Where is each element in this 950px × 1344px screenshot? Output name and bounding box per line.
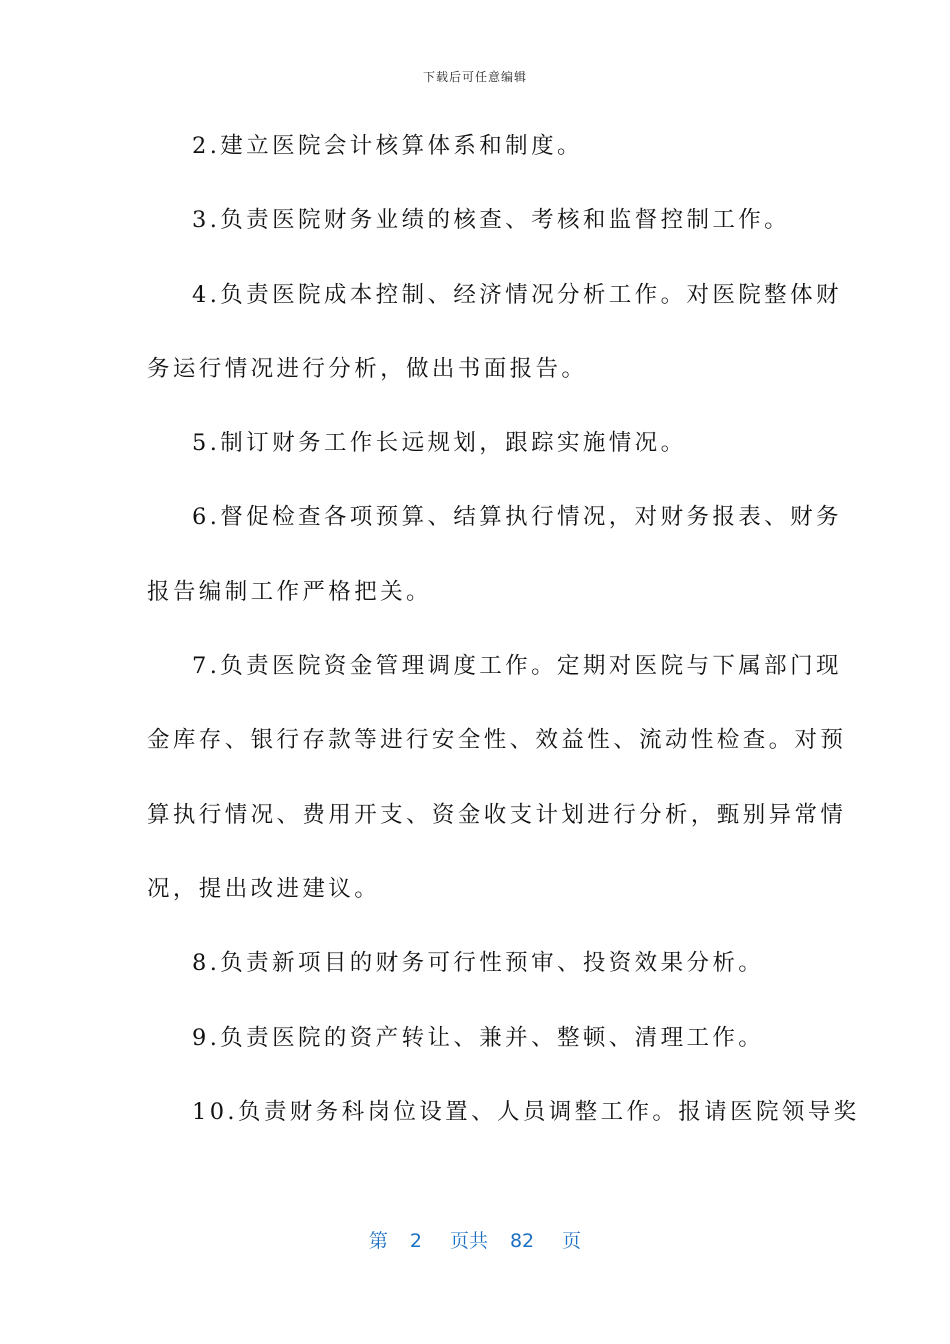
text-line: 9.负责医院的资产转让、兼并、整顿、清理工作。: [192, 1024, 765, 1051]
text-line: 8.负责新项目的财务可行性预审、投资效果分析。: [192, 950, 765, 977]
text-line: 务运行情况进行分析，做出书面报告。: [147, 355, 588, 382]
footer-middle: 页共: [449, 1230, 488, 1252]
footer-total-pages: 82: [509, 1230, 535, 1252]
text-line: 报告编制工作严格把关。: [147, 578, 432, 605]
page-footer: [0, 1226, 950, 1253]
text-line: 10.负责财务科岗位设置、人员调整工作。报请医院领导奖: [192, 1098, 860, 1125]
text-line: 3.负责医院财务业绩的核查、考核和监督控制工作。: [192, 207, 791, 234]
header-note: 下载后可任意编辑: [422, 70, 527, 84]
text-line: 算执行情况、费用开支、资金收支计划进行分析，甄别异常情: [147, 801, 847, 828]
text-line: 5.制订财务工作长远规划，跟踪实施情况。: [192, 430, 687, 457]
text-line: 6.督促检查各项预算、结算执行情况，对财务报表、财务: [192, 504, 842, 531]
footer-suffix: 页: [562, 1230, 582, 1252]
text-line: 2.建立医院会计核算体系和制度。: [192, 133, 583, 159]
text-line: 金库存、银行存款等进行安全性、效益性、流动性检查。对预: [147, 727, 847, 754]
text-line: 况，提出改进建议。: [147, 875, 381, 902]
footer-page-number: 2: [409, 1230, 422, 1252]
text-line: 7.负责医院资金管理调度工作。定期对医院与下属部门现: [192, 653, 842, 680]
document-body: [147, 126, 860, 1166]
text-line: 4.负责医院成本控制、经济情况分析工作。对医院整体财: [192, 281, 842, 308]
footer-prefix: 第: [368, 1230, 388, 1252]
